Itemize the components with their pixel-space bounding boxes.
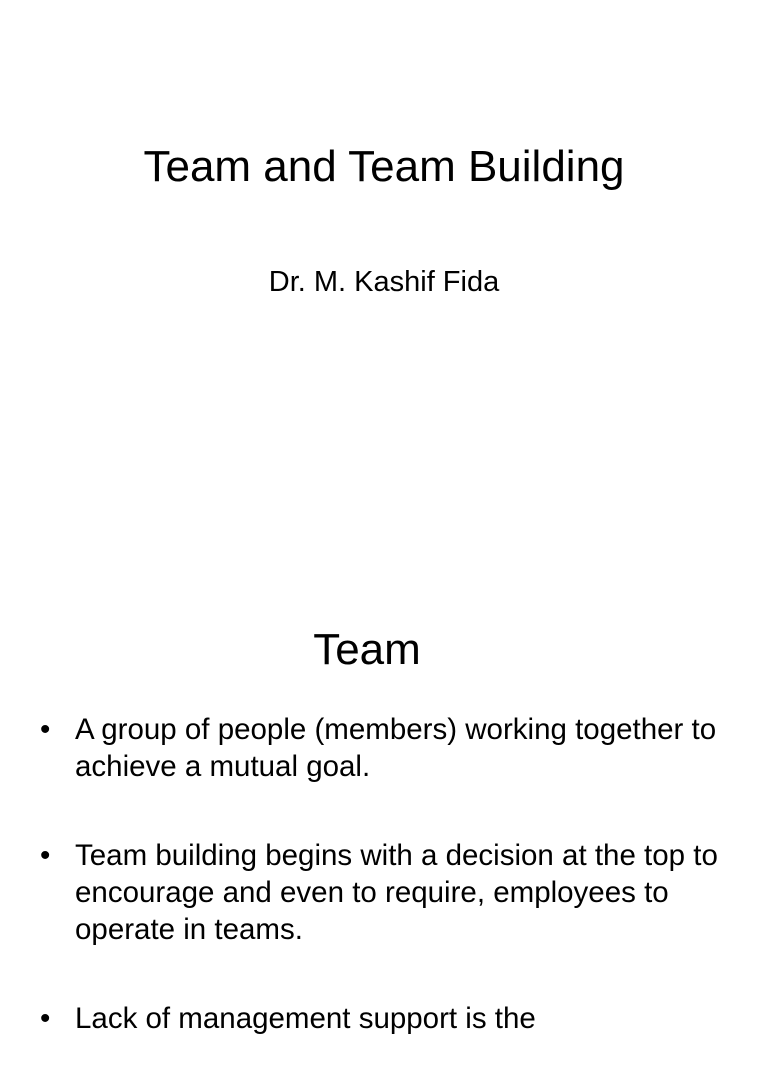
bullet-item <box>40 711 740 785</box>
bullet-list <box>40 711 740 1089</box>
bullet-icon: • <box>40 1002 51 1035</box>
bullet-text: A group of people (members) working together to achieve a mutual goal. <box>75 713 717 783</box>
bullet-icon: • <box>40 713 51 746</box>
bullet-item <box>40 1000 740 1037</box>
slide-author: Dr. M. Kashif Fida <box>268 266 500 298</box>
bullet-icon: • <box>40 839 51 872</box>
slide-team <box>0 560 768 1035</box>
bullet-text: Team building begins with a decision at the top to encourage and even to require, employees to operate in teams. <box>75 839 718 946</box>
slide-team-heading: Team <box>313 625 421 674</box>
bullet-text: Lack of management support is the <box>75 1002 536 1035</box>
bullet-item <box>40 837 740 948</box>
slide-title-heading: Team and Team Building <box>143 142 625 191</box>
